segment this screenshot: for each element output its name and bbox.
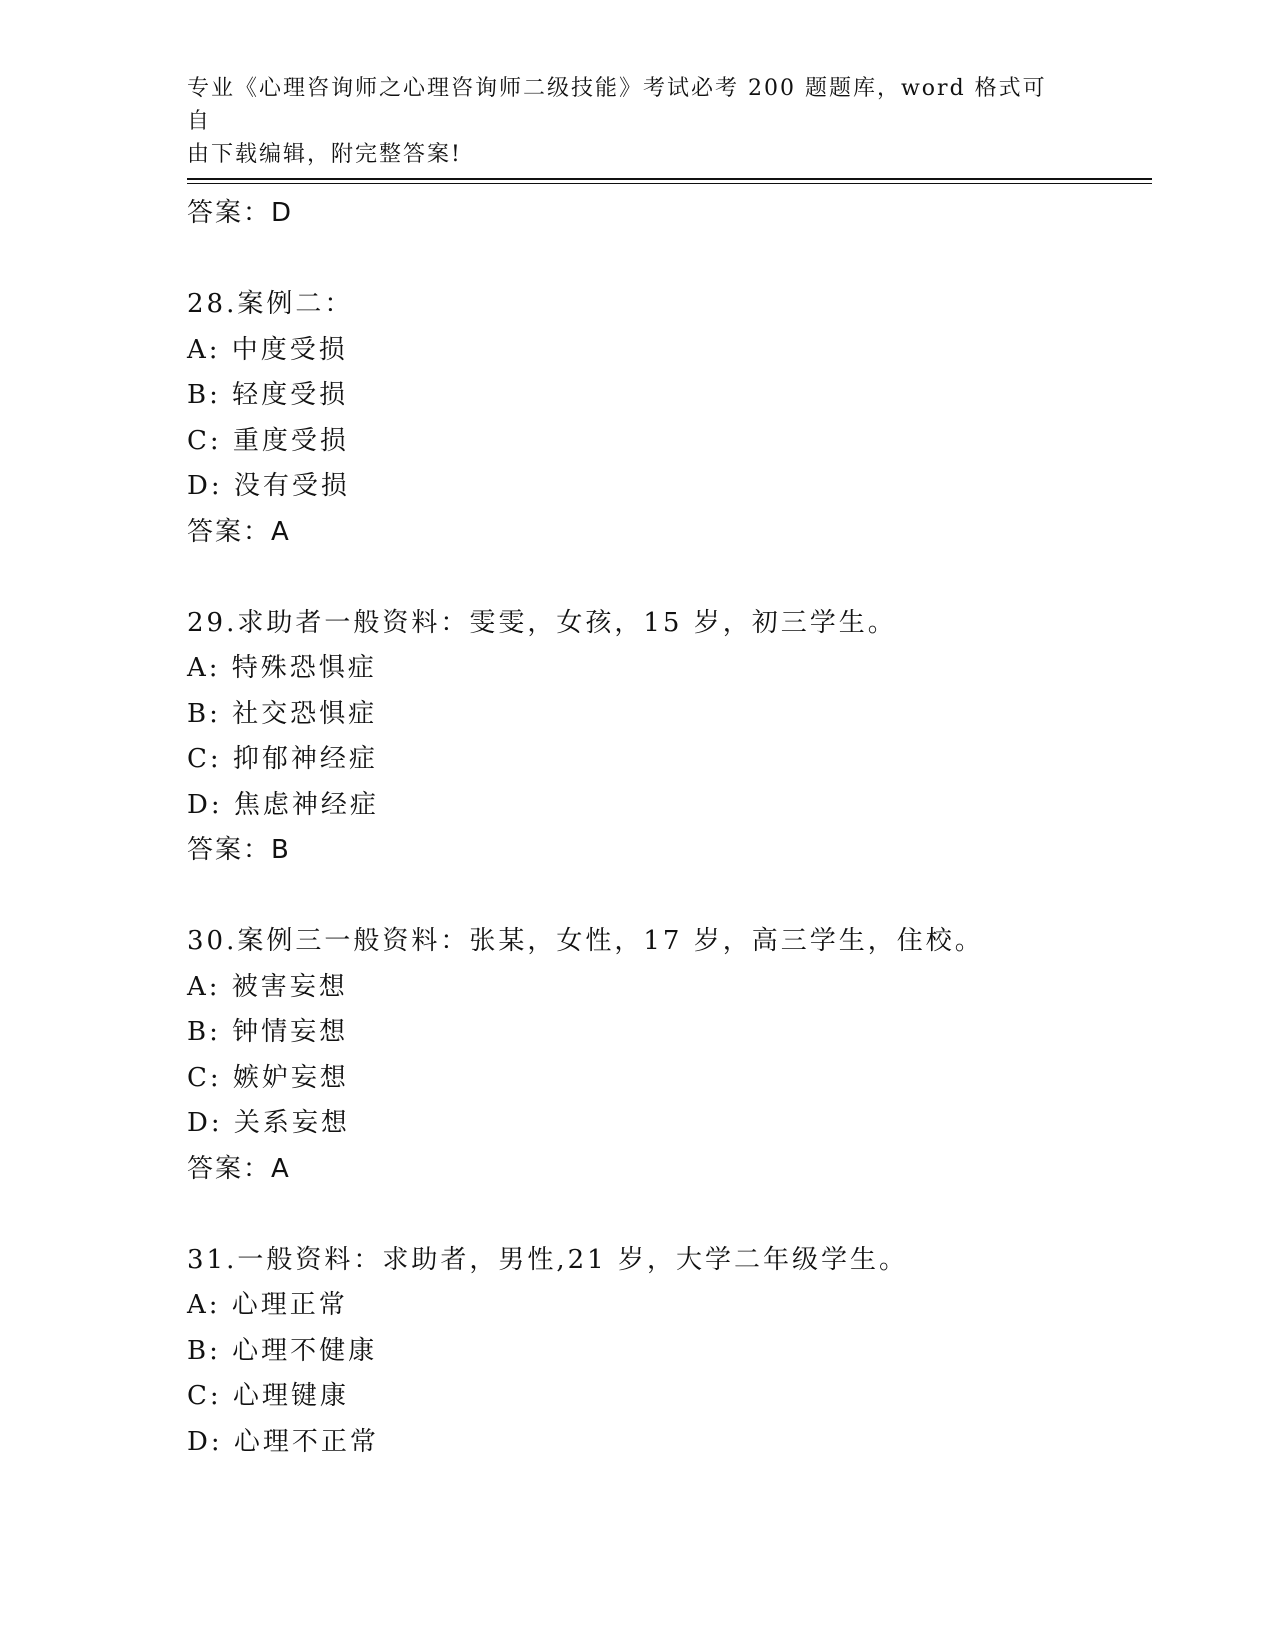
option-a: A: 被害妄想 (187, 971, 348, 1002)
document-header (187, 72, 1067, 171)
spacer (187, 555, 1152, 601)
option-a: A: 心理正常 (187, 1290, 348, 1320)
answer-line: 答案：B (187, 835, 291, 865)
header-rule-thick (187, 178, 1152, 180)
question-28 (187, 282, 1152, 555)
option-c: C: 抑郁神经症 (187, 744, 378, 774)
header-line-1: 专业《心理咨询师之心理咨询师二级技能》考试必考 200 题题库，word 格式可自 (187, 76, 1047, 134)
answer-line: 答案：A (187, 1153, 291, 1184)
option-b: B: 心理不健康 (187, 1335, 378, 1366)
question-30 (187, 919, 1152, 1192)
option-a: A: 中度受损 (187, 334, 348, 365)
option-d: D: 焦虑神经症 (187, 789, 379, 820)
option-a: A: 特殊恐惧症 (187, 653, 377, 683)
option-c: C: 嫉妒妄想 (187, 1062, 349, 1093)
answer-line: 答案：D (187, 198, 294, 228)
option-b: B: 社交恐惧症 (187, 698, 378, 729)
question-stem: 30.案例三一般资料：张某，女性，17 岁，高三学生，住校。 (187, 926, 984, 956)
header-line-2: 由下载编辑，附完整答案! (187, 142, 462, 167)
option-b: B: 钟情妄想 (187, 1017, 349, 1047)
option-b: B: 轻度受损 (187, 380, 349, 410)
question-31 (187, 1238, 1152, 1466)
question-stem: 28.案例二： (187, 289, 354, 319)
spacer (187, 874, 1152, 920)
option-d: D: 关系妄想 (187, 1108, 350, 1138)
option-c: C: 重度受损 (187, 425, 349, 456)
option-d: D: 没有受损 (187, 471, 350, 501)
option-d: D: 心理不正常 (187, 1426, 379, 1457)
spacer (187, 237, 1152, 283)
answer-line: 答案：A (187, 516, 291, 547)
option-c: C: 心理键康 (187, 1381, 349, 1411)
document-body (187, 191, 1152, 1465)
question-stem: 31.一般资料：求助者，男性,21 岁，大学二年级学生。 (187, 1244, 908, 1275)
header-rule-thin (187, 183, 1152, 184)
question-29 (187, 601, 1152, 874)
spacer (187, 1192, 1152, 1238)
question-stem: 29.求助者一般资料：雯雯，女孩，15 岁，初三学生。 (187, 607, 897, 638)
